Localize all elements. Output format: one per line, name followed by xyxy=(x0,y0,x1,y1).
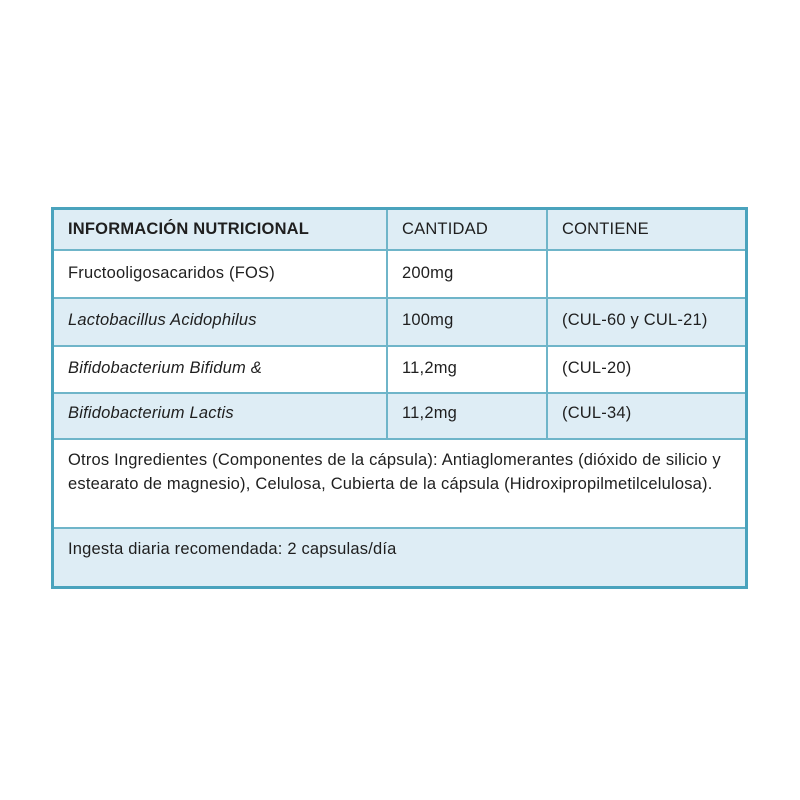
other-ingredients-text: Otros Ingredientes (Componentes de la cápsula): Antiaglomerantes (dióxido de silicio y estearato de magnesio), Celulosa, Cubierta de la cápsula (Hidroxipropilmetilcelulosa). xyxy=(68,451,721,493)
ingredient-name: Lactobacillus Acidophilus xyxy=(54,299,388,345)
daily-intake-row xyxy=(54,529,745,586)
ingredient-contains: (CUL-20) xyxy=(562,359,632,377)
ingredient-amount: 11,2mg xyxy=(388,394,548,438)
daily-intake-text: Ingesta diaria recomendada: 2 capsulas/día xyxy=(68,540,397,558)
table-row xyxy=(54,251,745,299)
ingredient-contains: (CUL-34) xyxy=(562,404,632,422)
other-ingredients-row xyxy=(54,440,745,529)
ingredient-amount: 11,2mg xyxy=(388,347,548,392)
ingredient-name: Bifidobacterium Bifidum & xyxy=(54,347,388,392)
table-row xyxy=(54,347,745,394)
ingredient-amount: 200mg xyxy=(388,251,548,297)
ingredient-name: Fructooligosacaridos (FOS) xyxy=(54,251,388,297)
table-row xyxy=(54,394,745,440)
ingredient-contains xyxy=(548,251,745,297)
ingredient-amount: 100mg xyxy=(388,299,548,345)
nutrition-table xyxy=(51,207,748,589)
table-header-row xyxy=(54,210,745,251)
header-amount: CANTIDAD xyxy=(388,210,548,249)
header-nutrition-info: INFORMACIÓN NUTRICIONAL xyxy=(54,210,388,249)
table-row xyxy=(54,299,745,347)
ingredient-contains: (CUL-60 y CUL-21) xyxy=(562,311,708,329)
ingredient-name: Bifidobacterium Lactis xyxy=(54,394,388,438)
header-contains: CONTIENE xyxy=(562,220,649,238)
